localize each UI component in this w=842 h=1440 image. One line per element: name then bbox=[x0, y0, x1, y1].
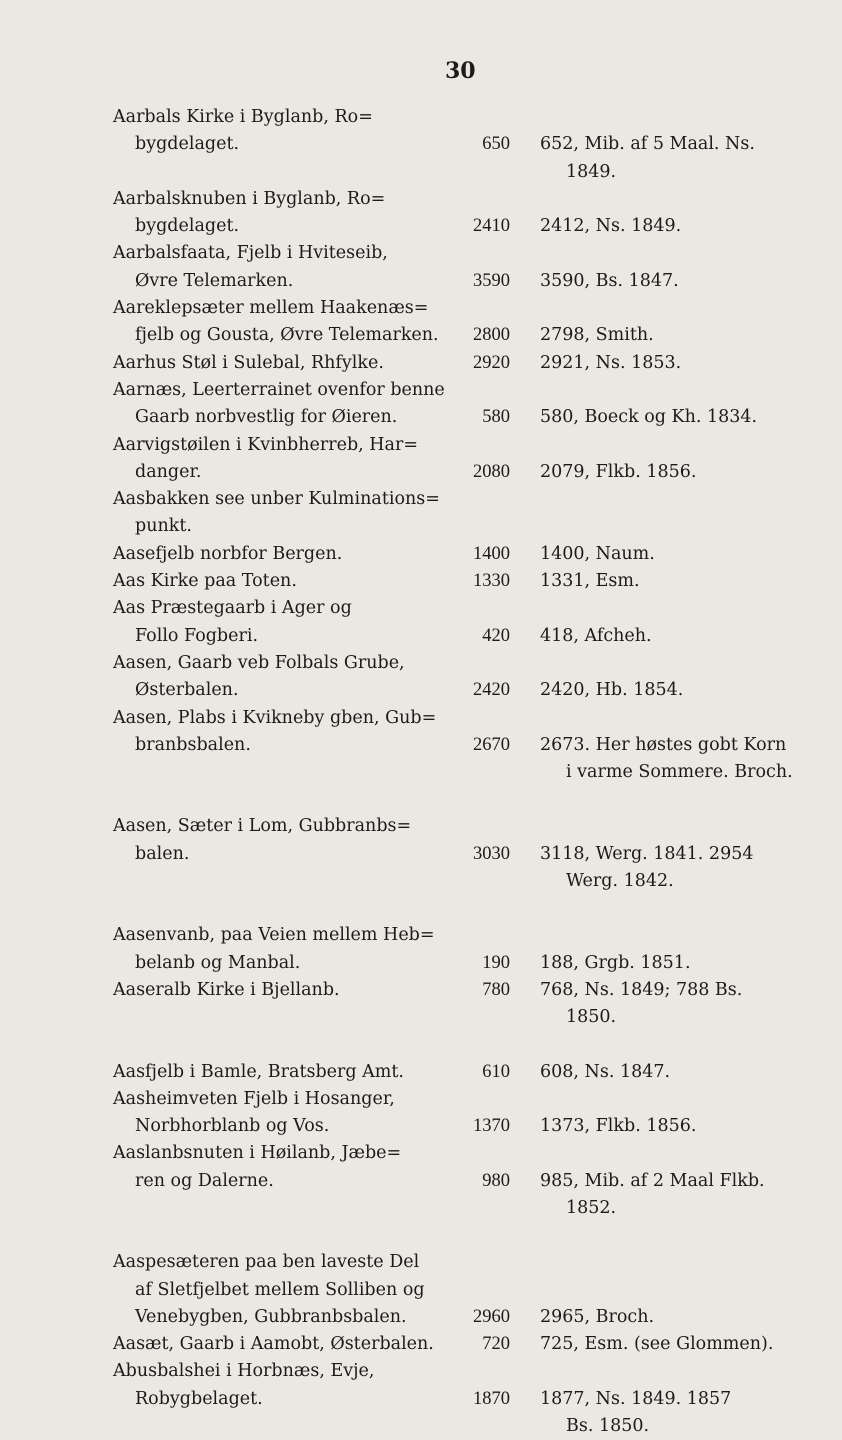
height-value: 1370 bbox=[473, 1116, 510, 1137]
entry-line bbox=[0, 1140, 842, 1167]
entry-line bbox=[0, 104, 842, 131]
place-name: Aarhus Støl i Sulebal, Rhfylke. bbox=[113, 352, 384, 373]
entry bbox=[0, 350, 842, 377]
source-note: 2673. Her høstes gobt Korn bbox=[540, 734, 787, 755]
source-note-continuation: 1849. bbox=[566, 161, 617, 182]
entry bbox=[0, 1331, 842, 1358]
source-note: 418, Afcheh. bbox=[540, 625, 652, 646]
entry bbox=[0, 104, 842, 186]
place-name: Aaseralb Kirke i Bjellanb. bbox=[113, 979, 340, 1000]
entry bbox=[0, 432, 842, 487]
entry-line bbox=[0, 240, 842, 267]
page-number: 30 bbox=[445, 58, 476, 84]
entry bbox=[0, 295, 842, 350]
place-name-continuation: punkt. bbox=[135, 516, 192, 537]
entry-line bbox=[0, 759, 842, 786]
place-name-continuation: ren og Dalerne. bbox=[135, 1170, 274, 1191]
source-note-continuation: i varme Sommere. Broch. bbox=[566, 762, 793, 783]
place-name-continuation: Norbhorblanb og Vos. bbox=[135, 1116, 330, 1137]
entry-line bbox=[0, 131, 842, 158]
entry bbox=[0, 568, 842, 595]
place-name: Aasen, Plabs i Kvikneby gben, Gub= bbox=[113, 707, 437, 728]
entry-line bbox=[0, 1113, 842, 1140]
place-name-continuation: fjelb og Gousta, Øvre Telemarken. bbox=[135, 325, 439, 346]
source-note: 3590, Bs. 1847. bbox=[540, 270, 679, 291]
place-name: Aasen, Sæter i Lom, Gubbranbs= bbox=[113, 816, 412, 837]
entry-line bbox=[0, 459, 842, 486]
entry-line bbox=[0, 1331, 842, 1358]
height-value: 2410 bbox=[473, 216, 510, 237]
entry-line bbox=[0, 1277, 842, 1304]
height-value: 580 bbox=[482, 407, 510, 428]
source-note: 2965, Broch. bbox=[540, 1306, 655, 1327]
source-note: 2079, Flkb. 1856. bbox=[540, 461, 697, 482]
place-name-continuation: bygdelaget. bbox=[135, 134, 240, 155]
entry-line bbox=[0, 1413, 842, 1440]
place-name-continuation: balen. bbox=[135, 843, 190, 864]
entry bbox=[0, 377, 842, 432]
entry-line bbox=[0, 1195, 842, 1222]
height-value: 1870 bbox=[473, 1388, 510, 1409]
entry-line bbox=[0, 1249, 842, 1276]
source-note: 2798, Smith. bbox=[540, 325, 654, 346]
source-note-continuation: Bs. 1850. bbox=[566, 1416, 650, 1437]
height-value: 2800 bbox=[473, 325, 510, 346]
entry-line bbox=[0, 1358, 842, 1385]
place-name: Aarbalsknuben i Byglanb, Ro= bbox=[113, 188, 386, 209]
entry bbox=[0, 977, 842, 1032]
entry-line bbox=[0, 1086, 842, 1113]
source-note-continuation: 1852. bbox=[566, 1197, 617, 1218]
entry-line bbox=[0, 186, 842, 213]
height-value: 650 bbox=[482, 134, 510, 155]
height-value: 1400 bbox=[473, 543, 510, 564]
entry bbox=[0, 705, 842, 787]
entry-list bbox=[0, 104, 842, 1440]
place-name-continuation: Øvre Telemarken. bbox=[135, 270, 294, 291]
height-value: 720 bbox=[482, 1334, 510, 1355]
place-name-continuation: af Sletfjelbet mellem Solliben og bbox=[135, 1279, 425, 1300]
entry-line bbox=[0, 868, 842, 895]
place-name-continuation: Venebygben, Gubbranbsbalen. bbox=[135, 1306, 407, 1327]
place-name: Aareklepsæter mellem Haakenæs= bbox=[113, 298, 429, 319]
entry-gap bbox=[0, 1222, 842, 1249]
height-value: 1330 bbox=[473, 571, 510, 592]
source-note: 608, Ns. 1847. bbox=[540, 1061, 671, 1082]
entry-line bbox=[0, 322, 842, 349]
entry-line bbox=[0, 541, 842, 568]
source-note: 1877, Ns. 1849. 1857 bbox=[540, 1388, 732, 1409]
entry-gap bbox=[0, 786, 842, 813]
entry bbox=[0, 595, 842, 650]
entry-line bbox=[0, 1004, 842, 1031]
source-note-continuation: 1850. bbox=[566, 1007, 617, 1028]
entry-line bbox=[0, 813, 842, 840]
place-name-continuation: Follo Fogberi. bbox=[135, 625, 259, 646]
entry-line bbox=[0, 977, 842, 1004]
entry-line bbox=[0, 377, 842, 404]
entry-line bbox=[0, 922, 842, 949]
place-name: Aas Præstegaarb i Ager og bbox=[113, 598, 352, 619]
place-name: Aaslanbsnuten i Høilanb, Jæbe= bbox=[113, 1143, 402, 1164]
height-value: 190 bbox=[482, 952, 510, 973]
entry-line bbox=[0, 950, 842, 977]
place-name: Aasfjelb i Bamle, Bratsberg Amt. bbox=[113, 1061, 404, 1082]
source-note-continuation: Werg. 1842. bbox=[566, 871, 674, 892]
source-note: 2921, Ns. 1853. bbox=[540, 352, 682, 373]
source-note: 985, Mib. af 2 Maal Flkb. bbox=[540, 1170, 765, 1191]
source-note: 2412, Ns. 1849. bbox=[540, 216, 682, 237]
entry-line bbox=[0, 1168, 842, 1195]
entry bbox=[0, 186, 842, 241]
entry bbox=[0, 1140, 842, 1222]
entry bbox=[0, 541, 842, 568]
place-name-continuation: Gaarb norbvestlig for Øieren. bbox=[135, 407, 398, 428]
entry-gap bbox=[0, 1032, 842, 1059]
place-name: Aasæt, Gaarb i Aamobt, Østerbalen. bbox=[113, 1334, 434, 1355]
entry bbox=[0, 813, 842, 895]
entry bbox=[0, 486, 842, 541]
height-value: 610 bbox=[482, 1061, 510, 1082]
source-note: 768, Ns. 1849; 788 Bs. bbox=[540, 979, 743, 1000]
entry-line bbox=[0, 705, 842, 732]
entry bbox=[0, 1249, 842, 1331]
source-note: 725, Esm. (see Glommen). bbox=[540, 1334, 774, 1355]
place-name: Aasheimveten Fjelb i Hosanger, bbox=[113, 1088, 395, 1109]
height-value: 780 bbox=[482, 979, 510, 1000]
height-value: 3030 bbox=[473, 843, 510, 864]
entry-line bbox=[0, 513, 842, 540]
entry-line bbox=[0, 841, 842, 868]
entry bbox=[0, 922, 842, 977]
place-name-continuation: bygdelaget. bbox=[135, 216, 240, 237]
entry-line bbox=[0, 404, 842, 431]
place-name: Aaspesæteren paa ben laveste Del bbox=[113, 1252, 420, 1273]
place-name: Aarbalsfaata, Fjelb i Hviteseib, bbox=[113, 243, 388, 264]
height-value: 420 bbox=[482, 625, 510, 646]
entry-line bbox=[0, 1304, 842, 1331]
source-note: 1400, Naum. bbox=[540, 543, 655, 564]
height-value: 2420 bbox=[473, 680, 510, 701]
place-name: Aasenvanb, paa Veien mellem Heb= bbox=[113, 925, 435, 946]
entry-line bbox=[0, 677, 842, 704]
height-value: 2080 bbox=[473, 461, 510, 482]
place-name: Aas Kirke paa Toten. bbox=[113, 571, 297, 592]
entry bbox=[0, 240, 842, 295]
entry-line bbox=[0, 295, 842, 322]
entry-line bbox=[0, 432, 842, 459]
source-note: 2420, Hb. 1854. bbox=[540, 680, 684, 701]
entry-gap bbox=[0, 895, 842, 922]
entry bbox=[0, 1086, 842, 1141]
entry-line bbox=[0, 568, 842, 595]
entry-line bbox=[0, 350, 842, 377]
source-note: 1331, Esm. bbox=[540, 571, 640, 592]
source-note: 580, Boeck og Kh. 1834. bbox=[540, 407, 758, 428]
place-name: Aarbals Kirke i Byglanb, Ro= bbox=[113, 107, 373, 127]
entry bbox=[0, 650, 842, 705]
entry-line bbox=[0, 486, 842, 513]
entry-line bbox=[0, 213, 842, 240]
place-name-continuation: Robygbelaget. bbox=[135, 1388, 263, 1409]
place-name: Aarvigstøilen i Kvinbherreb, Har= bbox=[113, 434, 419, 455]
source-note: 3118, Werg. 1841. 2954 bbox=[540, 843, 754, 864]
source-note: 188, Grgb. 1851. bbox=[540, 952, 691, 973]
entry-line bbox=[0, 159, 842, 186]
place-name-continuation: danger. bbox=[135, 461, 202, 482]
place-name: Aarnæs, Leerterrainet ovenfor benne bbox=[113, 379, 445, 400]
place-name-continuation: branbsbalen. bbox=[135, 734, 251, 755]
entry-line bbox=[0, 623, 842, 650]
entry bbox=[0, 1358, 842, 1440]
height-value: 2920 bbox=[473, 352, 510, 373]
entry-line bbox=[0, 1059, 842, 1086]
height-value: 2670 bbox=[473, 734, 510, 755]
entry-line bbox=[0, 595, 842, 622]
entry bbox=[0, 1059, 842, 1086]
source-note: 652, Mib. af 5 Maal. Ns. bbox=[540, 134, 755, 155]
place-name: Abusbalshei i Horbnæs, Evje, bbox=[113, 1361, 375, 1382]
place-name-continuation: Østerbalen. bbox=[135, 680, 239, 701]
place-name-continuation: belanb og Manbal. bbox=[135, 952, 301, 973]
height-value: 2960 bbox=[473, 1306, 510, 1327]
place-name: Aasefjelb norbfor Bergen. bbox=[113, 543, 343, 564]
source-note: 1373, Flkb. 1856. bbox=[540, 1116, 697, 1137]
entry-line bbox=[0, 268, 842, 295]
height-value: 980 bbox=[482, 1170, 510, 1191]
entry-line bbox=[0, 732, 842, 759]
height-value: 3590 bbox=[473, 270, 510, 291]
place-name: Aasen, Gaarb veb Folbals Grube, bbox=[113, 652, 405, 673]
entry-line bbox=[0, 650, 842, 677]
place-name: Aasbakken see unber Kulminations= bbox=[113, 489, 440, 510]
entry-line bbox=[0, 1386, 842, 1413]
